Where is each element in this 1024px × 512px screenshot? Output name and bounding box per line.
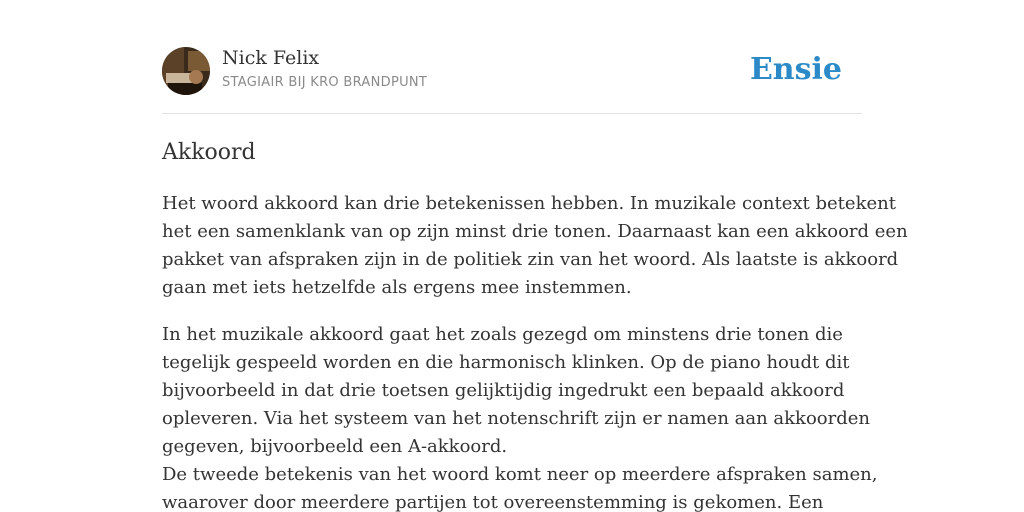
author-name[interactable]: Nick Felix — [222, 47, 320, 69]
paragraph-2-line: bijvoorbeeld in dat drie toetsen gelijktijdig ingedrukt een bepaald akkoord — [162, 380, 845, 401]
header-divider — [162, 113, 862, 114]
paragraph-2-line: tegelijk gespeeld worden en die harmonisch klinken. Op de piano houdt dit — [162, 352, 850, 373]
brand-logo[interactable]: Ensie — [749, 52, 842, 87]
author-header — [162, 47, 862, 95]
article-title: Akkoord — [162, 140, 256, 165]
avatar[interactable] — [162, 47, 210, 95]
paragraph-1-line: het een samenklank van op zijn minst drie tonen. Daarnaast kan een akkoord een — [162, 221, 908, 242]
paragraph-1-line: gaan met iets hetzelfde als ergens mee instemmen. — [162, 277, 632, 298]
avatar-photo — [162, 47, 210, 95]
paragraph-2-line: De tweede betekenis van het woord komt neer op meerdere afspraken samen, — [162, 464, 878, 485]
paragraph-2-line: opleveren. Via het systeem van het notenschrift zijn er namen aan akkoorden — [162, 408, 871, 429]
paragraph-1-line: Het woord akkoord kan drie betekenissen hebben. In muzikale context betekent — [162, 193, 896, 214]
article-body — [162, 190, 908, 512]
paragraph-gap — [162, 302, 862, 321]
paragraph-2-line: gegeven, bijvoorbeeld een A-akkoord. — [162, 436, 508, 457]
paragraph-2-line: In het muzikale akkoord gaat het zoals gezegd om minstens drie tonen die — [162, 324, 843, 345]
paragraph-2-line: waarover door meerdere partijen tot overeenstemming is gekomen. Een — [162, 492, 824, 512]
paragraph-1-line: pakket van afspraken zijn in de politiek zin van het woord. Als laatste is akkoord — [162, 249, 899, 270]
author-role: STAGIAIR BIJ KRO BRANDPUNT — [222, 75, 428, 90]
